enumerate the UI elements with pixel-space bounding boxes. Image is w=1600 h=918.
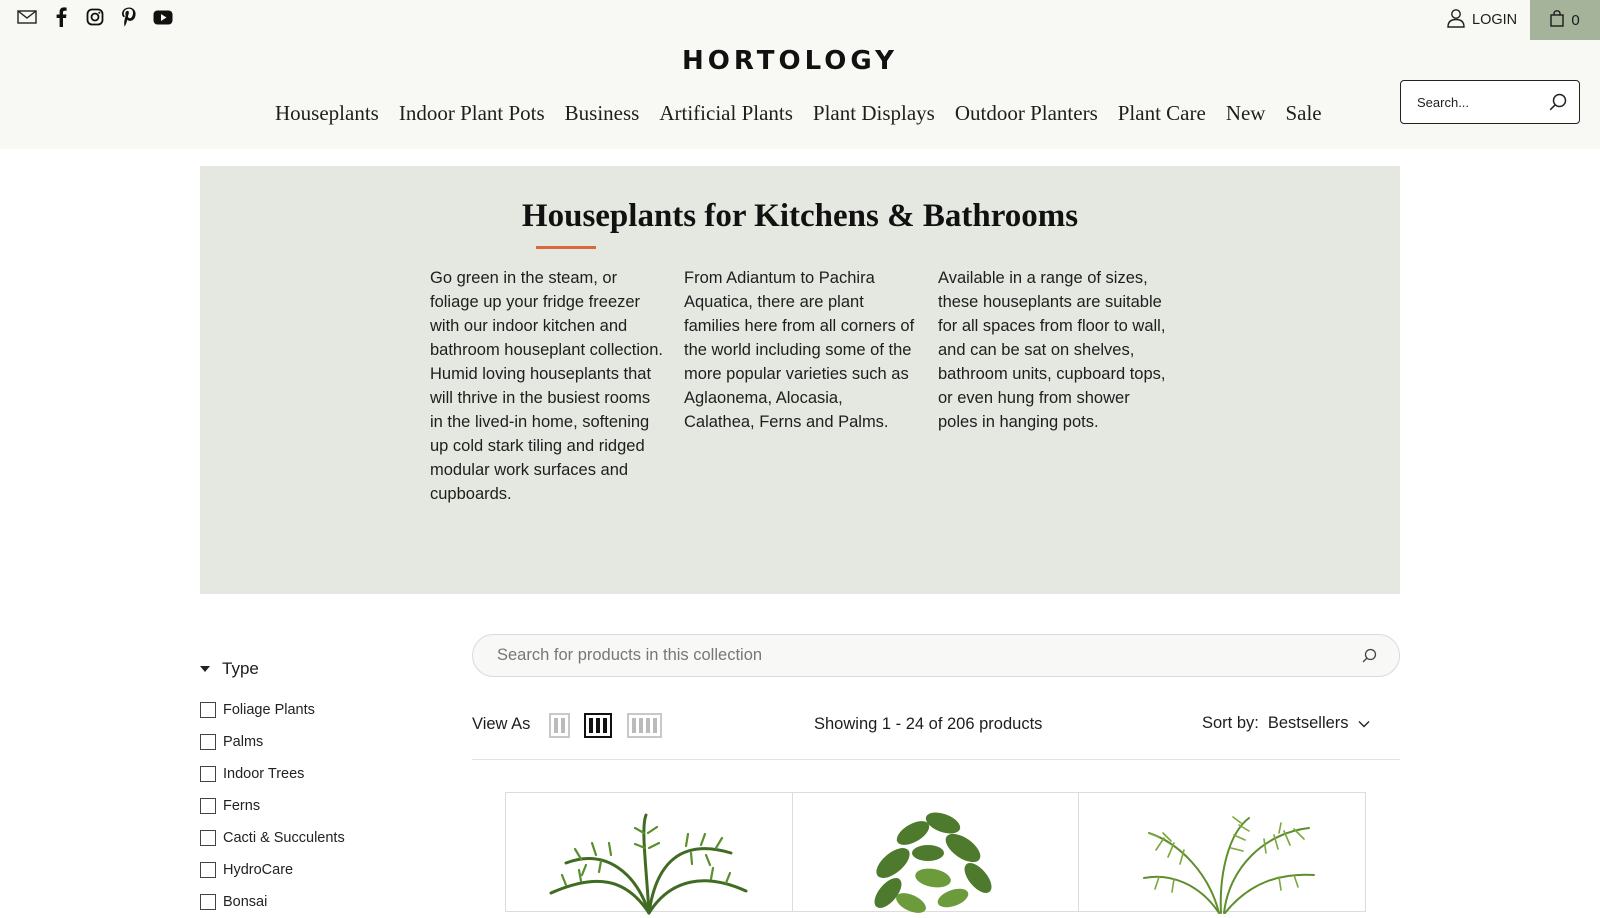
nav-sale[interactable]: Sale [1285, 101, 1322, 125]
checkbox[interactable] [200, 702, 216, 718]
view-3-column-button[interactable] [584, 713, 612, 738]
shopping-bag-icon [1550, 10, 1564, 31]
toolbar-divider [472, 759, 1400, 760]
description-column: From Adiantum to Pachira Aquatica, there are plant families here from all corners of the world including some of the more popular varieties such as Aglaonema, Alocasia, Calathea, Ferns and Palms. [684, 269, 915, 431]
nav-indoor-plant-pots[interactable]: Indoor Plant Pots [398, 101, 545, 125]
youtube-icon[interactable] [152, 6, 174, 28]
main-nav [275, 101, 1322, 126]
checkbox[interactable] [200, 862, 216, 878]
cart-count: 0 [1571, 11, 1580, 29]
chevron-down-icon [1358, 714, 1370, 733]
product-card[interactable] [793, 793, 1080, 911]
nav-business[interactable]: Business [564, 101, 640, 125]
nav-houseplants[interactable]: Houseplants [275, 101, 379, 125]
product-card[interactable] [1079, 793, 1365, 911]
nav-artificial-plants[interactable]: Artificial Plants [659, 101, 793, 125]
search-icon[interactable] [1549, 93, 1567, 111]
site-logo[interactable]: HORTOLOGY [682, 46, 898, 76]
view-as-label: View As [472, 715, 531, 733]
nav-new[interactable]: New [1225, 101, 1266, 125]
view-4-column-button[interactable] [627, 713, 662, 738]
filter-option[interactable] [200, 854, 345, 886]
title-underline [536, 246, 596, 249]
palm-plant-image [1079, 793, 1365, 913]
nav-plant-care[interactable]: Plant Care [1117, 101, 1206, 125]
user-icon [1446, 8, 1466, 32]
filter-option[interactable] [200, 758, 345, 790]
filter-option[interactable] [200, 822, 345, 854]
caret-down-icon [200, 666, 210, 672]
search-icon[interactable] [1362, 648, 1377, 663]
mail-icon[interactable] [16, 6, 38, 28]
product-card[interactable] [506, 793, 793, 911]
filter-type-toggle[interactable] [200, 659, 259, 679]
cart-button[interactable] [1530, 0, 1600, 40]
login-label: LOGIN [1472, 12, 1518, 28]
filter-option-label: Bonsai [223, 894, 268, 910]
collection-hero [200, 166, 1400, 594]
filter-type-list [200, 694, 345, 918]
checkbox[interactable] [200, 798, 216, 814]
product-count: Showing 1 - 24 of 206 products [814, 715, 1043, 733]
filter-heading: Type [222, 659, 259, 678]
checkbox[interactable] [200, 766, 216, 782]
filter-option-label: HydroCare [223, 862, 294, 878]
facebook-icon[interactable] [50, 6, 72, 28]
page-title: Houseplants for Kitchens & Bathrooms [521, 198, 1079, 234]
social-links [16, 6, 174, 28]
checkbox[interactable] [200, 734, 216, 750]
nav-outdoor-planters[interactable]: Outdoor Planters [954, 101, 1098, 125]
filter-option[interactable] [200, 886, 345, 918]
filter-option-label: Palms [223, 734, 264, 750]
filter-option[interactable] [200, 790, 345, 822]
hero-description [430, 266, 1171, 506]
instagram-icon[interactable] [84, 6, 106, 28]
header-search [1400, 80, 1580, 124]
site-header [0, 0, 1600, 149]
filter-option-label: Ferns [223, 798, 261, 814]
checkbox[interactable] [200, 830, 216, 846]
filter-option-label: Foliage Plants [223, 702, 315, 718]
pinterest-icon[interactable] [118, 6, 140, 28]
filter-option-label: Cacti & Succulents [223, 830, 345, 846]
filter-option[interactable] [200, 694, 345, 726]
header-search-input[interactable] [1417, 95, 1537, 110]
sort-value: Bestsellers [1267, 714, 1349, 732]
product-grid [505, 792, 1366, 912]
description-column: Go green in the steam, or foliage up your fridge freezer with our indoor kitchen and bathroom houseplant collection. Humid loving houseplants that will thrive in the busiest rooms in the lived-in home, softening up cold stark tiling and ridged modular work surfaces and cupboards. [430, 269, 663, 503]
sort-dropdown[interactable] [1202, 714, 1370, 733]
filter-option[interactable] [200, 726, 345, 758]
checkbox[interactable] [200, 894, 216, 910]
description-column: Available in a range of sizes, these houseplants are suitable for all spaces from floor to wall, and can be sat on shelves, bathroom units, cupboard tops, or even hung from shower poles in hanging pots. [938, 269, 1166, 431]
collection-search-input[interactable] [497, 646, 1317, 665]
sort-label: Sort by: [1202, 714, 1259, 732]
view-2-column-button[interactable] [549, 713, 570, 738]
fern-plant-image [506, 793, 792, 913]
filter-option-label: Indoor Trees [223, 766, 305, 782]
login-link[interactable] [1446, 8, 1517, 32]
collection-search [472, 634, 1400, 677]
nav-plant-displays[interactable]: Plant Displays [812, 101, 935, 125]
pachira-plant-image [793, 793, 1079, 913]
